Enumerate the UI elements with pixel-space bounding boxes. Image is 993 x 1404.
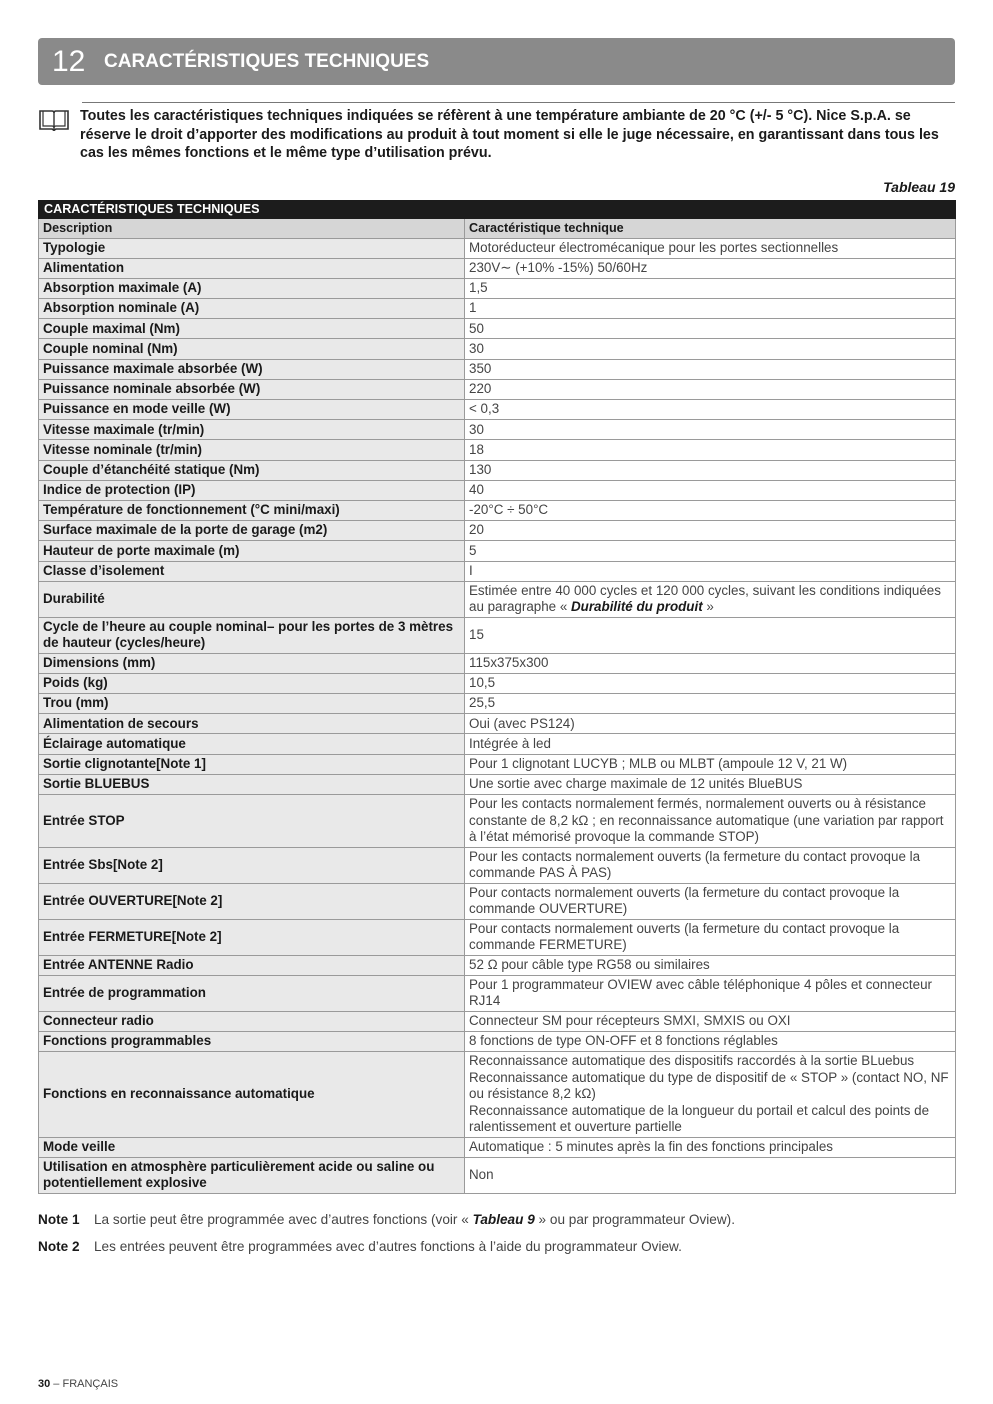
row-description: Fonctions programmables	[39, 1031, 465, 1051]
row-description: Utilisation en atmosphère particulièrement acide ou saline ou potentiellement explosive	[39, 1157, 465, 1193]
row-description: Typologie	[39, 238, 465, 258]
row-description: Mode veille	[39, 1137, 465, 1157]
table-row	[39, 521, 956, 541]
row-description: Trou (mm)	[39, 694, 465, 714]
row-description: Couple d’étanchéité statique (Nm)	[39, 460, 465, 480]
row-description: Poids (kg)	[39, 673, 465, 693]
row-description: Classe d’isolement	[39, 561, 465, 581]
row-description: Entrée Sbs[Note 2]	[39, 847, 465, 883]
page-footer	[38, 1378, 118, 1390]
row-description: Cycle de l’heure au couple nominal– pour les portes de 3 mètres de hauteur (cycles/heure)	[39, 617, 465, 653]
table-row	[39, 561, 956, 581]
table-row	[39, 1137, 956, 1157]
row-description: Durabilité	[39, 581, 465, 617]
table-row	[39, 1052, 956, 1138]
footnotes	[38, 1212, 955, 1266]
row-value: 25,5	[465, 694, 956, 714]
table-row	[39, 847, 956, 883]
row-description: Absorption maximale (A)	[39, 278, 465, 298]
row-description: Sortie clignotante[Note 1]	[39, 754, 465, 774]
row-description: Entrée STOP	[39, 795, 465, 848]
section-number: 12	[52, 44, 86, 78]
table-row	[39, 299, 956, 319]
row-value: 40	[465, 480, 956, 500]
section-header	[38, 38, 955, 85]
row-value: 230V∼ (+10% -15%) 50/60Hz	[465, 258, 956, 278]
row-description: Connecteur radio	[39, 1011, 465, 1031]
table-row	[39, 1157, 956, 1193]
row-value: 15	[465, 617, 956, 653]
table-row	[39, 359, 956, 379]
row-description: Surface maximale de la porte de garage (m2)	[39, 521, 465, 541]
table-row	[39, 541, 956, 561]
table-row	[39, 379, 956, 399]
footnote-text: Les entrées peuvent être programmées avec d’autres fonctions à l’aide du programmateur Oview.	[94, 1239, 682, 1254]
table-row	[39, 500, 956, 520]
table-row	[39, 480, 956, 500]
table-row	[39, 1011, 956, 1031]
cross-reference: Durabilité du produit	[571, 599, 703, 615]
table-row	[39, 653, 956, 673]
row-value-line: Reconnaissance automatique de la longueur du portail et calcul des points de ralentissement et ouverture partielle	[469, 1102, 930, 1135]
row-description: Température de fonctionnement (°C mini/maxi)	[39, 500, 465, 520]
column-header-value: Caractéristique technique	[465, 219, 956, 239]
row-description: Entrée de programmation	[39, 975, 465, 1011]
row-description: Hauteur de porte maximale (m)	[39, 541, 465, 561]
row-description: Couple maximal (Nm)	[39, 319, 465, 339]
row-description: Entrée OUVERTURE[Note 2]	[39, 883, 465, 919]
row-value: Pour 1 clignotant LUCYB ; MLB ou MLBT (ampoule 12 V, 21 W)	[465, 754, 956, 774]
table-row	[39, 460, 956, 480]
table-row	[39, 278, 956, 298]
row-value	[465, 1052, 956, 1138]
row-value-line: Reconnaissance automatique des dispositifs raccordés à la sortie BLuebus	[469, 1053, 915, 1069]
row-value: 50	[465, 319, 956, 339]
section-title: CARACTÉRISTIQUES TECHNIQUES	[104, 50, 430, 72]
row-value: 52 Ω pour câble type RG58 ou similaires	[465, 955, 956, 975]
row-description: Puissance en mode veille (W)	[39, 400, 465, 420]
table-row	[39, 734, 956, 754]
row-value: 30	[465, 420, 956, 440]
table-row	[39, 795, 956, 848]
row-value: 5	[465, 541, 956, 561]
row-description: Entrée ANTENNE Radio	[39, 955, 465, 975]
row-value: < 0,3	[465, 400, 956, 420]
row-value: Intégrée à led	[465, 734, 956, 754]
row-description: Couple nominal (Nm)	[39, 339, 465, 359]
row-value: Pour contacts normalement ouverts (la fermeture du contact provoque la commande FERMETURE)	[465, 919, 956, 955]
row-value: Estimée entre 40 000 cycles et 120 000 cycles, suivant les conditions indiquées au paragraphe « Durabilité du produit »	[465, 581, 956, 617]
row-description: Absorption nominale (A)	[39, 299, 465, 319]
row-description: Puissance nominale absorbée (W)	[39, 379, 465, 399]
table-title-row	[39, 201, 956, 219]
footer-language: – FRANÇAIS	[50, 1378, 119, 1390]
row-value: 18	[465, 440, 956, 460]
table-caption: Tableau 19	[883, 179, 955, 195]
table-header-row	[39, 219, 956, 239]
row-description: Entrée FERMETURE[Note 2]	[39, 919, 465, 955]
row-description: Éclairage automatique	[39, 734, 465, 754]
row-value: -20°C ÷ 50°C	[465, 500, 956, 520]
row-value: I	[465, 561, 956, 581]
table-row	[39, 440, 956, 460]
row-value: 130	[465, 460, 956, 480]
table-row	[39, 581, 956, 617]
row-value: Automatique : 5 minutes après la fin des fonctions principales	[465, 1137, 956, 1157]
row-description: Sortie BLUEBUS	[39, 774, 465, 794]
row-value: 220	[465, 379, 956, 399]
column-header-description: Description	[39, 219, 465, 239]
table-row	[39, 617, 956, 653]
row-value: Pour 1 programmateur OVIEW avec câble téléphonique 4 pôles et connecteur RJ14	[465, 975, 956, 1011]
row-description: Dimensions (mm)	[39, 653, 465, 673]
row-description: Puissance maximale absorbée (W)	[39, 359, 465, 379]
row-value: Pour les contacts normalement fermés, normalement ouverts ou à résistance constante de 8,2 kΩ ; en reconnaissance automatique (une variation par rapport à l’état mémorisé provoque la commande STOP)	[465, 795, 956, 848]
row-value: 20	[465, 521, 956, 541]
row-description: Fonctions en reconnaissance automatique	[39, 1052, 465, 1138]
table-row	[39, 258, 956, 278]
footnote	[38, 1239, 955, 1254]
footnote	[38, 1212, 955, 1227]
table-row	[39, 955, 956, 975]
row-value: 30	[465, 339, 956, 359]
row-description: Alimentation	[39, 258, 465, 278]
row-value: Motoréducteur électromécanique pour les portes sectionnelles	[465, 238, 956, 258]
row-description: Indice de protection (IP)	[39, 480, 465, 500]
table-row	[39, 1031, 956, 1051]
row-description: Vitesse nominale (tr/min)	[39, 440, 465, 460]
table-row	[39, 420, 956, 440]
row-value: 1,5	[465, 278, 956, 298]
row-value-line: Reconnaissance automatique du type de dispositif de « STOP » (contact NO, NF ou résistance 8,2 kΩ)	[469, 1069, 949, 1102]
footnote-text: La sortie peut être programmée avec d’autres fonctions (voir « Tableau 9 » ou par programmateur Oview).	[94, 1212, 735, 1227]
table-row	[39, 400, 956, 420]
table-row	[39, 714, 956, 734]
row-value: 8 fonctions de type ON-OFF et 8 fonctions réglables	[465, 1031, 956, 1051]
table-row	[39, 673, 956, 693]
table-row	[39, 754, 956, 774]
spec-table	[38, 200, 956, 1194]
footnote-label: Note 2	[38, 1239, 80, 1254]
table-row	[39, 339, 956, 359]
row-value: 10,5	[465, 673, 956, 693]
row-value: Non	[465, 1157, 956, 1193]
row-description: Alimentation de secours	[39, 714, 465, 734]
row-description: Vitesse maximale (tr/min)	[39, 420, 465, 440]
table-row	[39, 883, 956, 919]
row-value: Une sortie avec charge maximale de 12 unités BlueBUS	[465, 774, 956, 794]
row-value: Pour contacts normalement ouverts (la fermeture du contact provoque la commande OUVERTURE)	[465, 883, 956, 919]
row-value: 350	[465, 359, 956, 379]
book-icon	[38, 108, 70, 132]
intro-note-text: Toutes les caractéristiques techniques indiquées se réfèrent à une température ambiante de 20 °C (+/- 5 °C). Nice S.p.A. se réserve le droit d’apporter des modifications au produit à tout moment si elle le juge nécessaire, en garantissant dans tous les cas les mêmes fonctions et le même type d’utilisation prévu.	[80, 108, 939, 161]
table-row	[39, 975, 956, 1011]
table-row	[39, 774, 956, 794]
table-row	[39, 319, 956, 339]
row-value: Pour les contacts normalement ouverts (la fermeture du contact provoque la commande PAS À PAS)	[465, 847, 956, 883]
row-value: 115x375x300	[465, 653, 956, 673]
page-number: 30	[38, 1378, 51, 1390]
row-value: Connecteur SM pour récepteurs SMXI, SMXIS ou OXI	[465, 1011, 956, 1031]
row-value: 1	[465, 299, 956, 319]
note-divider	[82, 102, 955, 103]
table-row	[39, 694, 956, 714]
row-value: Oui (avec PS124)	[465, 714, 956, 734]
table-row	[39, 919, 956, 955]
footnote-label: Note 1	[38, 1212, 80, 1227]
table-row	[39, 238, 956, 258]
table-title: CARACTÉRISTIQUES TECHNIQUES	[39, 201, 956, 219]
